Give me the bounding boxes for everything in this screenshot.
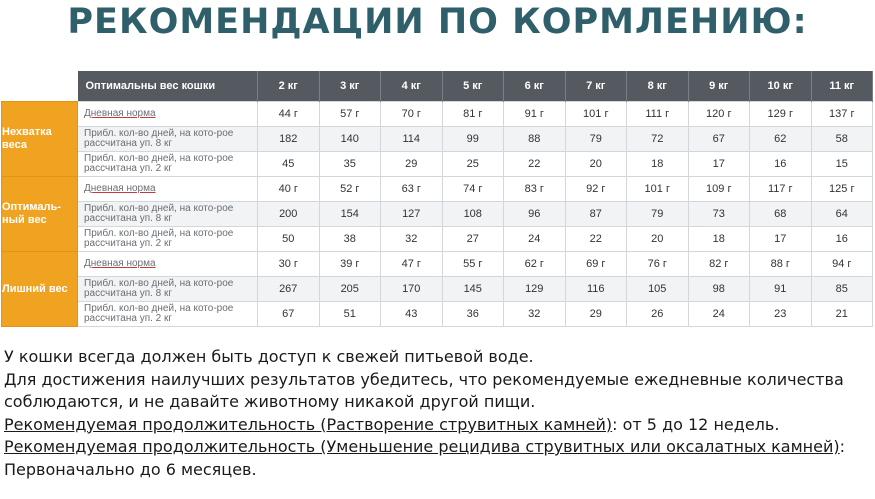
table-cell: 44 г	[258, 102, 320, 127]
table-cell: 76 г	[627, 252, 689, 277]
table-cell: 17	[750, 227, 812, 252]
duration-recurrence	[4, 436, 870, 481]
table-cell: 45	[258, 152, 320, 177]
table-cell: 18	[688, 227, 750, 252]
table-cell: 64	[811, 202, 873, 227]
row-description: Дневная норма	[78, 177, 258, 202]
table-row	[2, 102, 873, 127]
table-cell: 137 г	[811, 102, 873, 127]
row-description: Дневная норма	[78, 252, 258, 277]
table-cell: 114	[381, 127, 443, 152]
table-corner	[2, 71, 78, 102]
table-cell: 267	[258, 277, 320, 302]
table-cell: 62	[750, 127, 812, 152]
table-cell: 30 г	[258, 252, 320, 277]
weight-column-header: 11 кг	[811, 71, 873, 102]
feeding-table	[1, 71, 873, 327]
table-row	[2, 177, 873, 202]
table-cell: 69 г	[565, 252, 627, 277]
weight-group-label	[2, 102, 78, 177]
page-title: РЕКОМЕНДАЦИИ ПО КОРМЛЕНИЮ:	[67, 2, 808, 42]
row-description: Прибл. кол-во дней, на кото-рое рассчитана уп. 8 кг	[78, 277, 258, 302]
table-cell: 24	[504, 227, 566, 252]
table-cell: 96	[504, 202, 566, 227]
duration-recurrence-label: Рекомендуемая продолжительность (Уменьшение рецидива струвитных или оксалатных камней)	[4, 437, 840, 456]
table-row	[2, 277, 873, 302]
table-cell: 16	[750, 152, 812, 177]
table-cell: 200	[258, 202, 320, 227]
table-header-row	[2, 71, 873, 102]
table-cell: 82 г	[688, 252, 750, 277]
table-cell: 40 г	[258, 177, 320, 202]
table-cell: 23	[750, 302, 812, 327]
table-cell: 101 г	[565, 102, 627, 127]
weight-column-header: 5 кг	[442, 71, 504, 102]
table-cell: 73	[688, 202, 750, 227]
table-cell: 25	[442, 152, 504, 177]
weight-column-header: 2 кг	[258, 71, 320, 102]
row-description: Прибл. кол-во дней, на кото-рое рассчитана уп. 8 кг	[78, 202, 258, 227]
table-cell: 79	[627, 202, 689, 227]
weight-group-text: Лишний вес	[2, 282, 68, 295]
table-cell: 88	[504, 127, 566, 152]
table-row	[2, 302, 873, 327]
table-cell: 32	[504, 302, 566, 327]
row-description: Прибл. кол-во дней, на кото-рое рассчитана уп. 2 кг	[78, 227, 258, 252]
table-cell: 32	[381, 227, 443, 252]
weight-column-header: 4 кг	[381, 71, 443, 102]
table-cell: 27	[442, 227, 504, 252]
table-cell: 18	[627, 152, 689, 177]
duration-dissolution-value: : от 5 до 12 недель.	[612, 414, 780, 434]
table-cell: 72	[627, 127, 689, 152]
table-cell: 145	[442, 277, 504, 302]
table-cell: 205	[319, 277, 381, 302]
table-cell: 62 г	[504, 252, 566, 277]
amount-note: Для достижения наилучших результатов убедитесь, что рекомендуемые ежедневные количества соблюдаются, и не давайте животному никакой другой пищи.	[4, 369, 844, 411]
table-cell: 108	[442, 202, 504, 227]
table-cell: 170	[381, 277, 443, 302]
duration-dissolution	[4, 414, 870, 437]
table-cell: 43	[381, 302, 443, 327]
row-description: Прибл. кол-во дней, на кото-рое рассчитана уп. 2 кг	[78, 152, 258, 177]
table-row	[2, 227, 873, 252]
table-cell: 99	[442, 127, 504, 152]
table-cell: 92 г	[565, 177, 627, 202]
table-cell: 182	[258, 127, 320, 152]
table-cell: 88 г	[750, 252, 812, 277]
weight-header-label: Оптимальны вес кошки	[78, 71, 258, 102]
table-cell: 81 г	[442, 102, 504, 127]
duration-recurrence-value: : Первоначально до 6 месяцев.	[4, 437, 845, 479]
table-cell: 67	[688, 127, 750, 152]
table-cell: 67	[258, 302, 320, 327]
table-cell: 87	[565, 202, 627, 227]
table-cell: 109 г	[688, 177, 750, 202]
table-cell: 20	[565, 152, 627, 177]
table-row	[2, 202, 873, 227]
row-description: Дневная норма	[78, 102, 258, 127]
table-cell: 70 г	[381, 102, 443, 127]
table-row	[2, 127, 873, 152]
table-cell: 129 г	[750, 102, 812, 127]
table-cell: 129	[504, 277, 566, 302]
table-cell: 116	[565, 277, 627, 302]
table-cell: 22	[504, 152, 566, 177]
table-row	[2, 252, 873, 277]
table-row	[2, 152, 873, 177]
weight-group-label	[2, 252, 78, 327]
table-cell: 36	[442, 302, 504, 327]
row-description: Прибл. кол-во дней, на кото-рое рассчитана уп. 8 кг	[78, 127, 258, 152]
weight-column-header: 10 кг	[750, 71, 812, 102]
weight-column-header: 7 кг	[565, 71, 627, 102]
table-cell: 105	[627, 277, 689, 302]
table-cell: 98	[688, 277, 750, 302]
table-cell: 51	[319, 302, 381, 327]
weight-column-header: 6 кг	[504, 71, 566, 102]
table-cell: 111 г	[627, 102, 689, 127]
table-cell: 55 г	[442, 252, 504, 277]
table-cell: 91	[750, 277, 812, 302]
table-cell: 52 г	[319, 177, 381, 202]
table-cell: 29	[381, 152, 443, 177]
table-cell: 63 г	[381, 177, 443, 202]
weight-column-header: 3 кг	[319, 71, 381, 102]
table-cell: 79	[565, 127, 627, 152]
weight-column-header: 8 кг	[627, 71, 689, 102]
weight-group-text: Оптималь-ный вес	[2, 201, 61, 226]
table-cell: 20	[627, 227, 689, 252]
table-cell: 74 г	[442, 177, 504, 202]
table-cell: 29	[565, 302, 627, 327]
table-cell: 91 г	[504, 102, 566, 127]
row-description: Прибл. кол-во дней, на кото-рое рассчитана уп. 2 кг	[78, 302, 258, 327]
table-cell: 57 г	[319, 102, 381, 127]
feeding-notes	[4, 346, 870, 481]
table-cell: 125 г	[811, 177, 873, 202]
table-cell: 47 г	[381, 252, 443, 277]
table-cell: 83 г	[504, 177, 566, 202]
table-cell: 101 г	[627, 177, 689, 202]
table-cell: 85	[811, 277, 873, 302]
table-cell: 24	[688, 302, 750, 327]
table-cell: 26	[627, 302, 689, 327]
water-note: У кошки всегда должен быть доступ к свежей питьевой воде.	[4, 347, 534, 366]
table-cell: 22	[565, 227, 627, 252]
weight-group-label	[2, 177, 78, 252]
table-cell: 120 г	[688, 102, 750, 127]
weight-column-header: 9 кг	[688, 71, 750, 102]
table-cell: 140	[319, 127, 381, 152]
table-cell: 38	[319, 227, 381, 252]
table-cell: 21	[811, 302, 873, 327]
table-cell: 17	[688, 152, 750, 177]
duration-dissolution-label: Рекомендуемая продолжительность (Растворение струвитных камней)	[4, 414, 613, 434]
table-cell: 94 г	[811, 252, 873, 277]
weight-group-text: Нехватка веса	[2, 126, 52, 151]
table-cell: 154	[319, 202, 381, 227]
table-cell: 117 г	[750, 177, 812, 202]
table-cell: 127	[381, 202, 443, 227]
table-cell: 58	[811, 127, 873, 152]
table-cell: 39 г	[319, 252, 381, 277]
table-body	[2, 102, 873, 327]
table-cell: 50	[258, 227, 320, 252]
table-cell: 35	[319, 152, 381, 177]
table-cell: 15	[811, 152, 873, 177]
table-cell: 68	[750, 202, 812, 227]
table-cell: 16	[811, 227, 873, 252]
